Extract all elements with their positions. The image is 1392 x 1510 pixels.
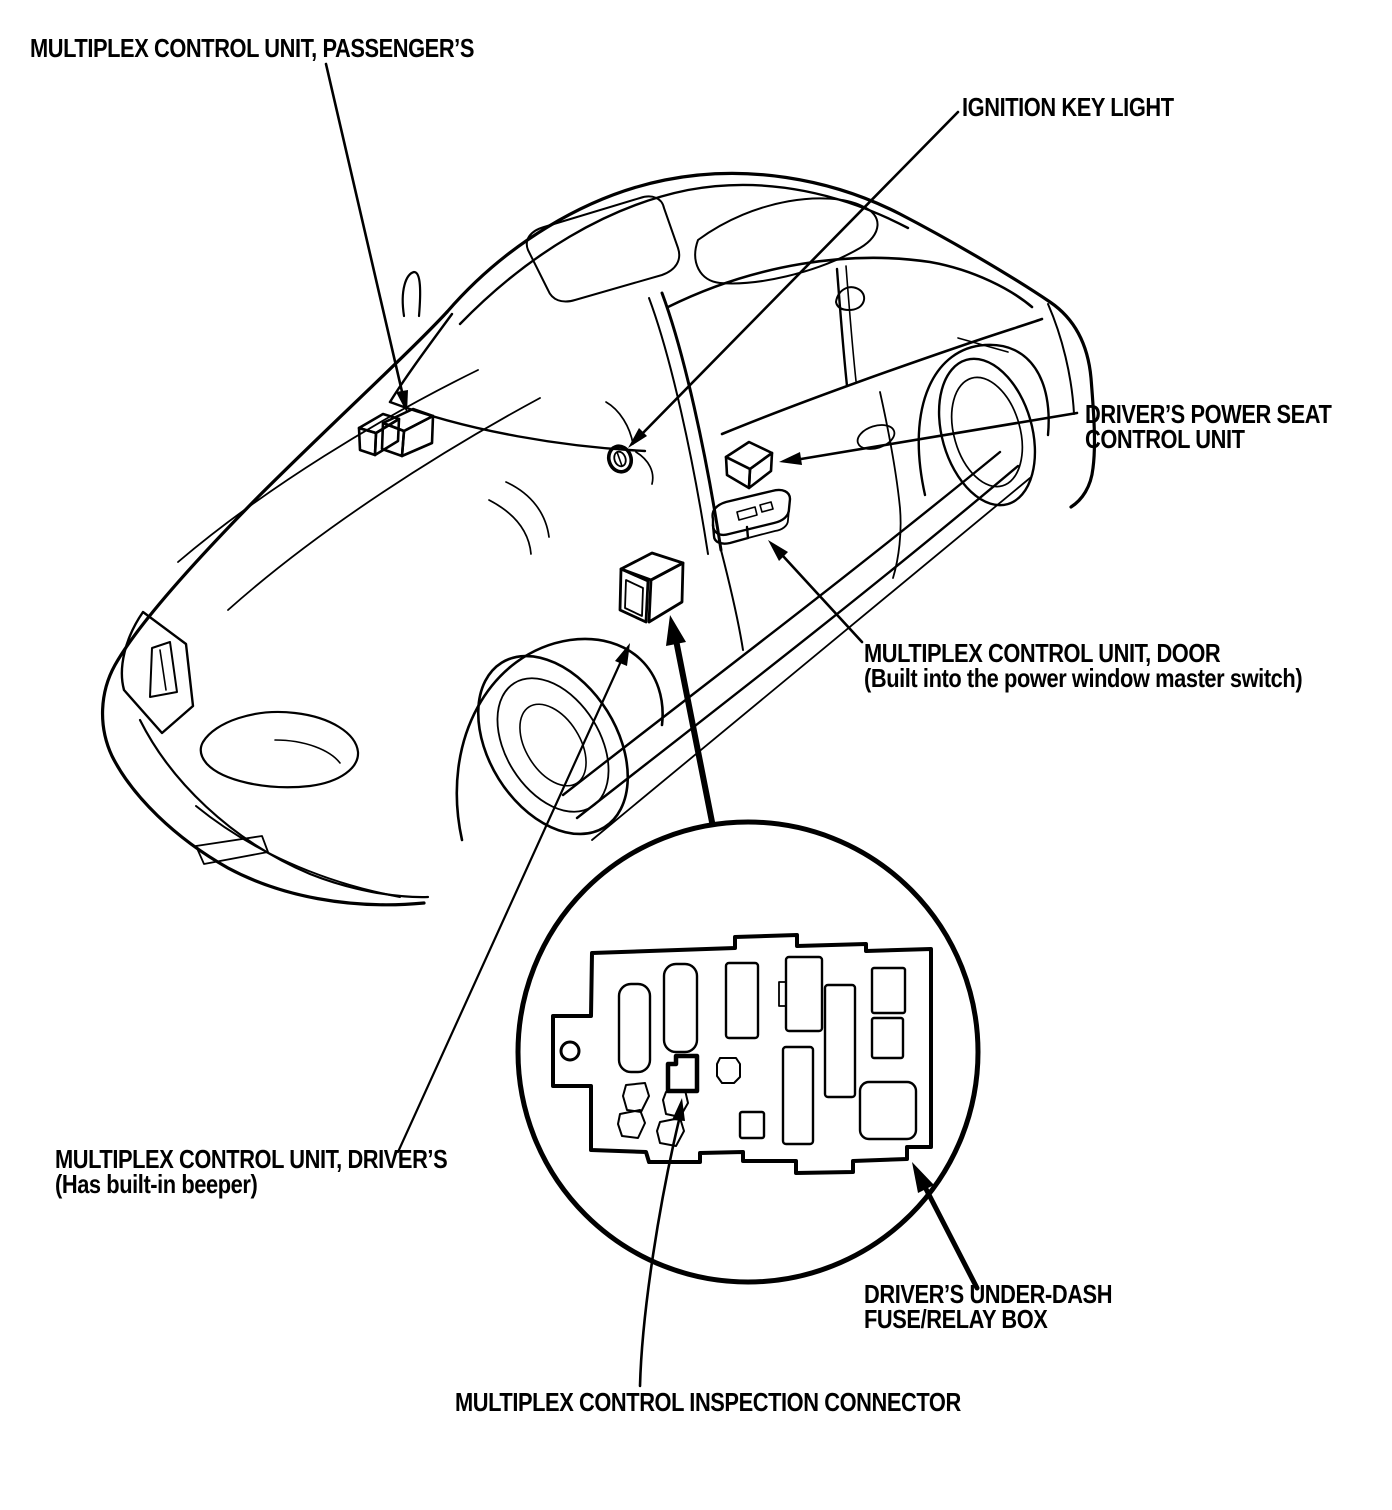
label-driver-unit — [55, 1144, 448, 1199]
power-seat-unit-box — [726, 442, 772, 488]
arrow-passenger-unit — [326, 64, 408, 413]
door-unit-switch — [713, 490, 790, 544]
fuse-relay-box — [553, 935, 931, 1173]
label-ignition-key-light: IGNITION KEY LIGHT — [962, 92, 1174, 122]
arrow-fuse-box — [912, 1162, 977, 1288]
label-fuse-box-line1: DRIVER’S UNDER-DASH — [864, 1279, 1113, 1309]
label-fuse-box — [864, 1279, 1113, 1334]
inspection-connector — [668, 1056, 697, 1091]
label-door-unit-note: (Built into the power window master switch) — [864, 663, 1303, 693]
label-power-seat-line1: DRIVER’S POWER SEAT — [1085, 399, 1332, 429]
arrow-ignition-key-light — [628, 112, 958, 448]
label-door-unit-title: MULTIPLEX CONTROL UNIT, DOOR — [864, 638, 1221, 668]
headlight — [201, 712, 358, 787]
driver-unit-box — [620, 553, 683, 622]
arrow-power-seat-unit — [779, 413, 1077, 465]
grille — [122, 612, 193, 733]
arrow-driver-unit — [398, 643, 630, 1152]
mounting-hole — [561, 1042, 579, 1060]
rear-window — [695, 198, 877, 283]
label-driver-unit-title: MULTIPLEX CONTROL UNIT, DRIVER’S — [55, 1144, 448, 1174]
label-passenger-unit: MULTIPLEX CONTROL UNIT, PASSENGER’S — [30, 33, 474, 63]
front-wheel — [447, 629, 662, 861]
car-body — [103, 173, 1095, 904]
label-door-unit — [864, 638, 1303, 693]
rear-wheel — [919, 345, 1051, 517]
label-power-seat-unit — [1085, 399, 1332, 454]
antenna-fin — [403, 272, 420, 316]
arrow-door-unit — [768, 540, 862, 642]
magnifier-circle — [518, 822, 978, 1282]
passenger-unit-box — [359, 409, 433, 456]
label-fuse-box-line2: FUSE/RELAY BOX — [864, 1304, 1048, 1334]
label-power-seat-line2: CONTROL UNIT — [1085, 424, 1245, 454]
label-inspection-connector: MULTIPLEX CONTROL INSPECTION CONNECTOR — [455, 1387, 961, 1417]
label-driver-unit-note: (Has built-in beeper) — [55, 1169, 258, 1199]
